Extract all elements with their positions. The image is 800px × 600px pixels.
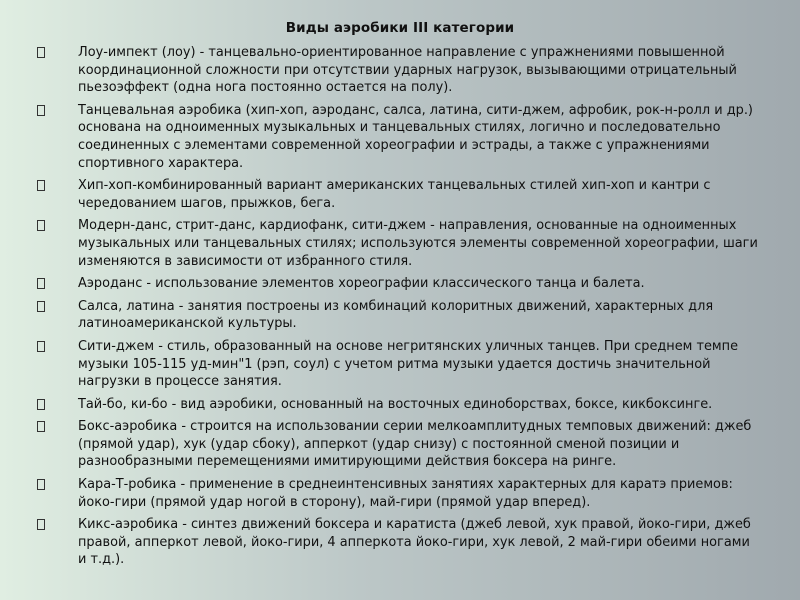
bullet-list bbox=[0, 44, 800, 574]
list-item-text: Сити-джем - стиль, образованный на основе негритянских уличных танцев. При среднем темпе музыки 105-115 уд-мин"1 (рэп, соул) с учетом ритма музыки удается достичь значительной нагрузки в процессе занятия. bbox=[78, 338, 739, 390]
slide-title: Виды аэробики III категории bbox=[285, 20, 515, 36]
list-item bbox=[0, 338, 800, 391]
bullet-box-icon bbox=[37, 220, 45, 231]
bullet-box-icon bbox=[37, 519, 45, 530]
list-item bbox=[0, 275, 800, 293]
bullet-box-icon bbox=[37, 399, 45, 410]
list-item bbox=[0, 44, 800, 97]
list-item bbox=[0, 418, 800, 471]
list-item-text: Салса, латина - занятия построены из комбинаций колоритных движений, характерных для латиноамериканской культуры. bbox=[78, 298, 714, 332]
bullet-box-icon bbox=[37, 47, 45, 58]
list-item bbox=[0, 177, 800, 212]
bullet-box-icon bbox=[37, 341, 45, 352]
list-item-text: Бокс-аэробика - строится на использовании серии мелкоамплитудных темповых движений: джеб (прямой удар), хук (удар сбоку), апперкот (удар снизу) с постоянной сменой позиции и разнообразными перемещениями имитирующими действия боксера на ринге. bbox=[78, 419, 752, 470]
list-item bbox=[0, 396, 800, 414]
list-item-text: Лоу-импект (лоу) - танцевально-ориентированное направление с упражнениями повышенной координационной сложности при отсутствии ударных нагрузок, вызывающими отрицательный пьезоэффект (одна нога постоянно остается на полу). bbox=[78, 45, 737, 96]
list-item bbox=[0, 516, 800, 569]
list-item bbox=[0, 298, 800, 333]
list-item-text: Аэроданс - использование элементов хореографии классического танца и балета. bbox=[78, 276, 645, 292]
list-item-text: Модерн-данс, стрит-данс, кардиофанк, сити-джем - направления, основанные на одноименных музыкальных или танцевальных стилях; используются элементы современной хореографии, шаги изменяются в зависимости от избранного стиля. bbox=[78, 218, 758, 269]
bullet-box-icon bbox=[37, 180, 45, 191]
bullet-box-icon bbox=[37, 479, 45, 490]
bullet-box-icon bbox=[37, 301, 45, 312]
list-item-text: Танцевальная аэробика (хип-хоп, аэроданс, салса, латина, сити-джем, афробик, рок-н-ролл и др.) основана на одноименных музыкальных и танцевальных стилях, логично и последовательно соединенных с элементами современной хореографии и эстрады, а также с упражнениями спортивного характера. bbox=[78, 102, 753, 171]
list-item-text: Тай-бо, ки-бо - вид аэробики, основанный на восточных единоборствах, боксе, кикбоксинге. bbox=[78, 396, 713, 412]
bullet-box-icon bbox=[37, 278, 45, 289]
bullet-box-icon bbox=[37, 105, 45, 116]
list-item bbox=[0, 102, 800, 172]
list-item bbox=[0, 217, 800, 270]
list-item-text: Кикс-аэробика - синтез движений боксера и каратиста (джеб левой, хук правой, йоко-гири, джеб правой, апперкот левой, йоко-гири, 4 апперкота йоко-гири, хук левой, 2 май-гири обеими ногами и т.д.). bbox=[78, 517, 751, 568]
bullet-box-icon bbox=[37, 421, 45, 432]
list-item bbox=[0, 476, 800, 511]
list-item-text: Кара-Т-робика - применение в среднеинтенсивных занятиях характерных для каратэ приемов: йоко-гири (прямой удар ногой в сторону), май-гири (прямой удар вперед). bbox=[78, 477, 733, 510]
list-item-text: Хип-хоп-комбинированный вариант американских танцевальных стилей хип-хоп и кантри с чередованием шагов, прыжков, бега. bbox=[78, 178, 711, 211]
